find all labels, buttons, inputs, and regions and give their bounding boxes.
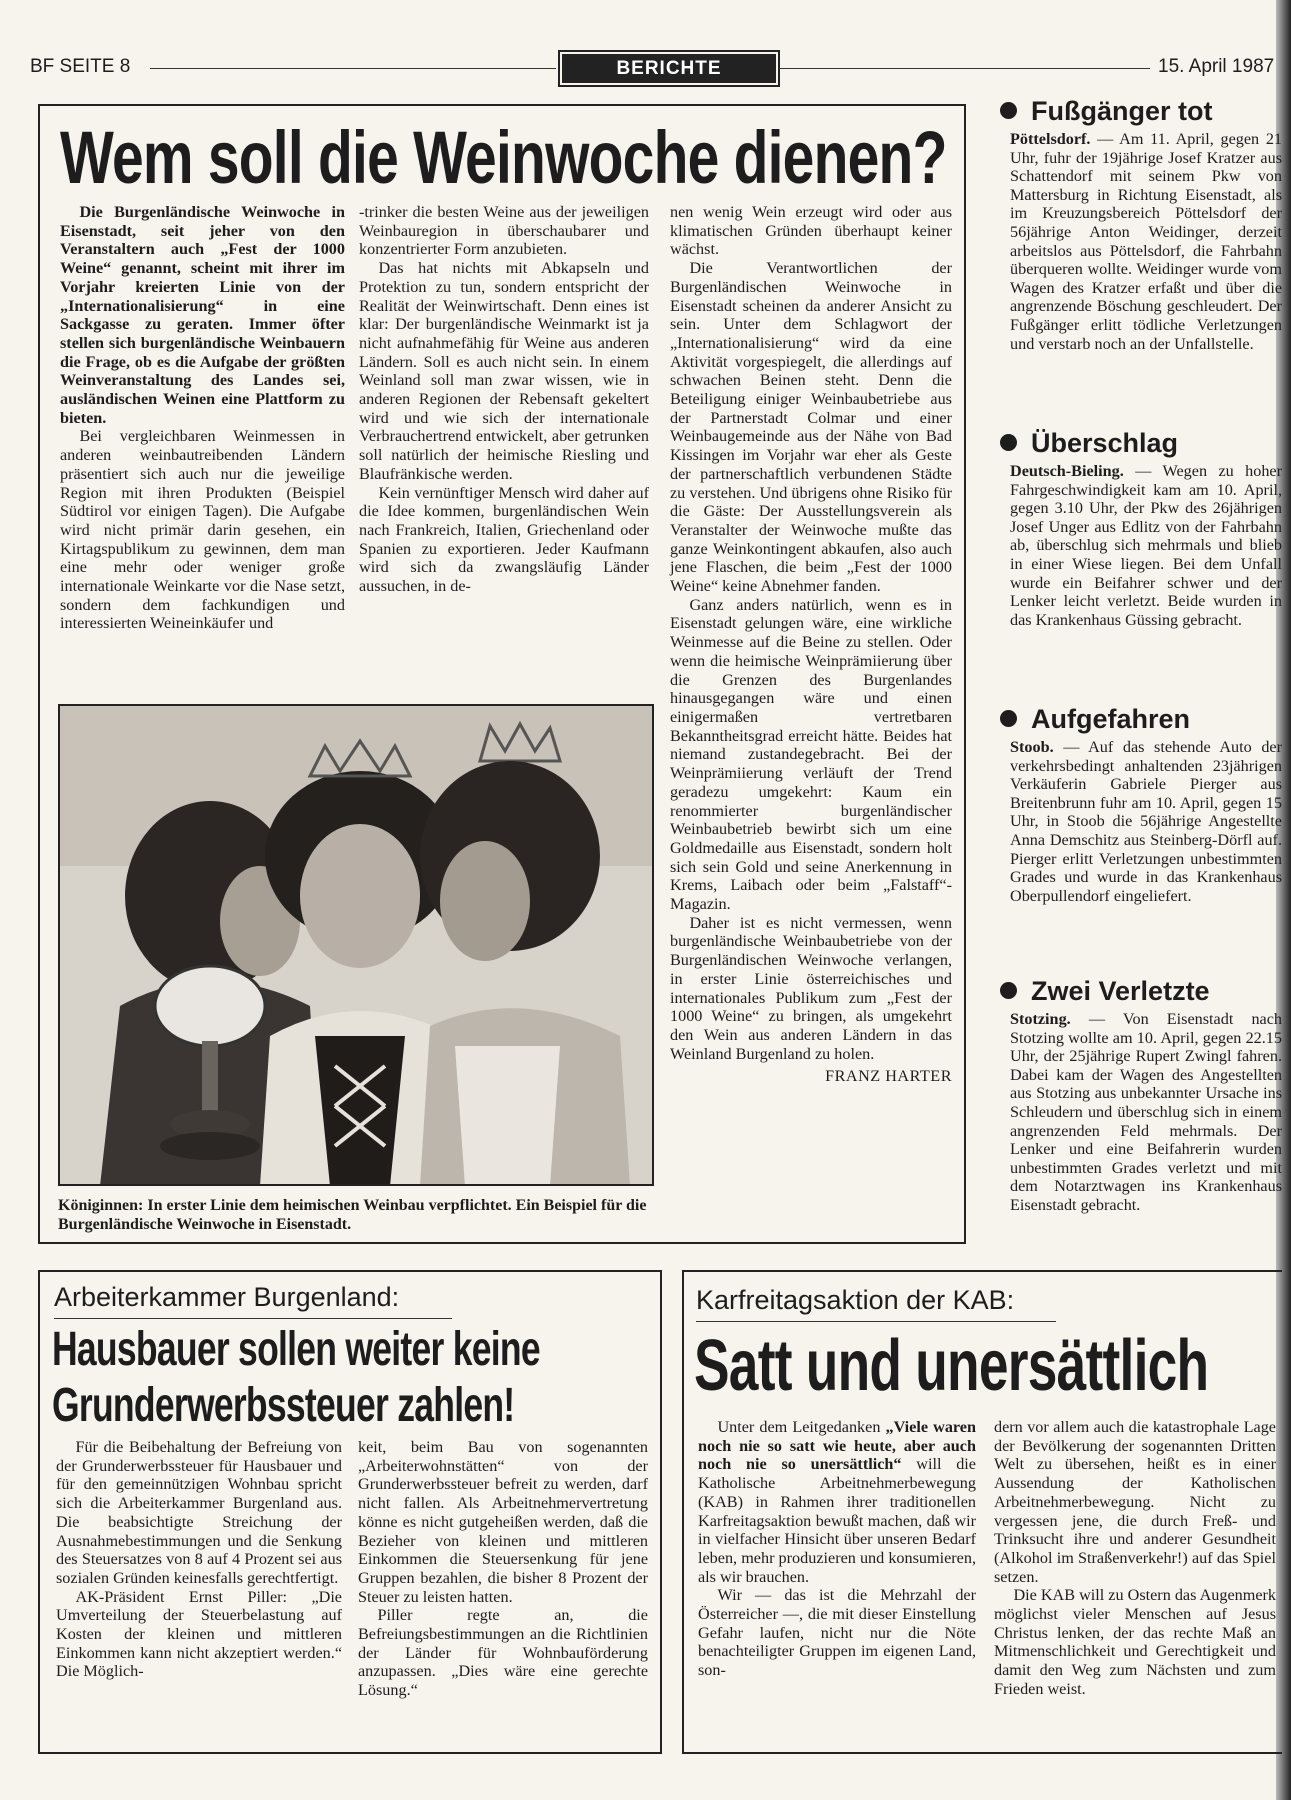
article3-paragraph: dern vor allem auch die katastrophale Lage der Bevölkerung der sogenannten Dritten Welt zu übersehen, heißt es in einer Aussendung der Katholischen Arbeitnehmerbewegung. Nicht zu vergessen jene, die durch Freß- und Trinksucht ihre und anderer Gesundheit (Alkohol im Straßenverkehr!) auf das Spiel setzen. (994, 1418, 1276, 1586)
author-byline: FRANZ HARTER (825, 1067, 952, 1086)
article2-paragraph: keit, beim Bau von sogenannten „Arbeiterwohnstätten“ von der Grunderwerbssteuer befreit zu werden, darf nicht fallen. Als Arbeitnehmervertretung könne es nicht gutgeheißen werden, daß die Bezieher von kleinen und mittleren Einkommen die Steuersenkung für jene Gruppen bezahlen, die bisher 8 Prozent der Steuer zu leisten hatten. (358, 1438, 648, 1606)
sidebar-title-2: Überschlag (1000, 428, 1178, 459)
sidebar-title-3: Aufgefahren (1000, 704, 1190, 735)
article2-paragraph: Piller regte an, die Befreiungsbestimmungen an die Richtlinien der Länder für Wohnbauförderung anzupassen. „Dies wäre eine gerechte Lösung.“ (358, 1606, 648, 1700)
main-lead: Die Burgenländische Weinwoche in Eisenstadt, seit jeher von den Veranstaltern auch „Fest der 1000 Weine“ genannt, scheint mit ihrer im Vorjahr kreierten Linie von der „Internationalisierung“ in eine Sackgasse zu geraten. Immer öfter stellen sich burgenländische Weinbauern die Frage, ob es die Aufgabe der größten Weinveranstaltung des Landes sei, ausländischen Weinen eine Plattform zu bieten. (60, 203, 345, 427)
article2-headline-1: Hausbauer sollen weiter keine (52, 1323, 540, 1376)
photo-illustration (60, 706, 654, 1186)
page-label: BF SEITE 8 (30, 56, 131, 77)
bullet-icon (1000, 102, 1017, 119)
article3-col-2 (994, 1418, 1276, 1699)
article3-kicker-rule (696, 1321, 1056, 1322)
article2-col-2 (358, 1438, 648, 1700)
sidebar-text-4: Stotzing. — Von Eisenstadt nach Stotzing wollte am 10. April, gegen 22.15 Uhr, der 25jährige Rupert Zwingl fahren. Dabei kam der Wagen des Angestellten aus Stotzing aus unbekannter Ursache ins Schleudern und überschlug sich in einem angrenzenden Feld mehrmals. Der Lenker und eine Beifahrerin wurden unbestimmten Grades verletzt und mit dem Notarztwagen ins Krankenhaus Eisenstadt gebracht. (1010, 1010, 1283, 1214)
section-badge (558, 50, 780, 87)
sidebar-text-3: Stoob. — Auf das stehende Auto der verkehrsbedingt anhaltenden 23jährigen Verkäuferin Gabriele Pierger aus Breitenbrunn fuhr am 10. April, gegen 15 Uhr, in Stoob die 56jährige Angestellte Anna Demschitz aus Steinberg-Dörfl auf. Pierger erlitt Verletzungen unbestimmten Grades und wurde in das Krankenhaus Oberpullendorf eingeliefert. (1010, 738, 1282, 905)
main-paragraph: Kein vernünftiger Mensch wird daher auf die Idee kommen, burgenländischen Wein nach Frankreich, Italien, Griechenland oder Spanien zu exportieren. Jeder Kaufmann wird sich da zwangsläufig Länder aussuchen, in de- (359, 483, 649, 596)
header-rule-left (150, 68, 556, 69)
article3-headline: Satt und unersättlich (694, 1326, 1209, 1406)
main-paragraph: Die Verantwortlichen der Burgenländischen Weinwoche in Eisenstadt scheinen da anderer Ansicht zu sein. Unter dem Schlagwort der „Internationalisierung“ wird da eine Aktivität vorgespiegelt, die allerdings auf schwachen Beinen steht. Denn die Beteiligung einiger Weinbaubetriebe aus der Partnerstadt Colmar und einer Weinbaugemeinde aus der Nähe von Bad Kissingen im Vorjahr war eher als Geste der partnerschaftlich verbundenen Städte zu verstehen. Und übrigens ohne Risiko für die Gäste: Der Ausstellungsverein als Veranstalter der Weinwoche mußte das ganze Weinkontingent abkaufen, also auch jene Flaschen, die beim „Fest der 1000 Weine“ keine Abnehmer fanden. (670, 259, 952, 596)
sidebar-text-2: Deutsch-Bieling. — Wegen zu hoher Fahrgeschwindigkeit kam am 10. April, gegen 3.10 Uhr, der Pkw des 26jährigen Josef Unger aus Edlitz von der Fahrbahn ab, überschlug sich mehrmals und blieb in einer Wiese liegen. Bei dem Unfall wurde ein Beifahrer schwer und der Lenker leicht verletzt. Beide wurden in das Krankenhaus Güssing gebracht. (1010, 462, 1282, 629)
article2-headline-2: Grunderwerbssteuer zahlen! (52, 1379, 515, 1432)
article3-paragraph: Die KAB will zu Ostern das Augenmerk möglichst vieler Menschen auf Jesus Christus lenken, der das rechte Maß an Mitmenschlichkeit und Gerechtigkeit und damit den Weg zum Nächsten und zum Frieden weist. (994, 1586, 1276, 1698)
bullet-icon (1000, 434, 1017, 451)
header-rule-right (778, 68, 1150, 69)
article2-kicker-rule (54, 1318, 452, 1319)
bullet-icon (1000, 982, 1017, 999)
sidebar-text-1: Pöttelsdorf. — Am 11. April, gegen 21 Uhr, fuhr der 19jährige Josef Kratzer aus Schattendorf mit seinem Pkw von Mattersburg in Richtung Eisenstadt, als im Kreuzungsbereich Pöttelsdorf der 56jährige Anton Weidinger, derzeit arbeitslos aus Pöttelsdorf, die Fahrbahn überqueren wollte. Weidinger wurde vom Wagen des Kratzer erfaßt und über die angrenzende Böschung geschleudert. Der Fußgänger erlitt tödliche Verletzungen und verstarb noch an der Unfallstelle. (1010, 130, 1283, 353)
main-paragraph: Daher ist es nicht vermessen, wenn burgenländische Weinbaubetriebe von der Burgenländischen Weinwoche verlangen, in erster Linie österreichisches und internationales Publikum zum „Fest der 1000 Weine“ zu bringen, als umgekehrt den Wein aus anderen Ländern in das Weinland Burgenland zu holen. (670, 913, 952, 1063)
bullet-icon (1000, 710, 1017, 727)
article3-kicker: Karfreitagsaktion der KAB: (696, 1285, 1015, 1315)
article3-col-1 (698, 1418, 976, 1680)
article2-kicker: Arbeiterkammer Burgenland: (54, 1282, 400, 1312)
section-label: BERICHTE (616, 57, 722, 79)
article3-paragraph: Unter dem Leitgedanken „Viele waren noch nie so satt wie heute, aber auch noch nie so unersättlich“ will die Katholische Arbeitnehmerbewegung (KAB) in Rahmen ihrer traditionellen Karfreitagsaktion bewußt machen, daß wir in vielfacher Hinsicht über unseren Bedarf leben, mehr produzieren und konsumieren, als wir brauchen. (698, 1418, 976, 1586)
main-col-3 (670, 203, 952, 1086)
sidebar-title-1: Fußgänger tot (1000, 96, 1212, 127)
article2-paragraph: AK-Präsident Ernst Piller: „Die Umverteilung der Steuerbelastung auf Kosten der kleinen und mittleren Einkommen kann nicht akzeptiert werden.“ Die Möglich- (56, 1587, 342, 1681)
article2-paragraph: Für die Beibehaltung der Befreiung von der Grunderwerbssteuer für Hausbauer und für den gemeinnützigen Wohnbau spricht sich die Arbeiterkammer Burgenland aus. Die beabsichtigte Streichung der Ausnahmebestimmungen und die Senkung des Steuersatzes von 8 auf 4 Prozent sei aus sozialen Gründen keinesfalls gerechtfertigt. (56, 1438, 342, 1587)
main-paragraph: -trinker die besten Weine aus der jeweiligen Weinbauregion in überschaubarer und konzentrierter Form anzubieten. (359, 203, 649, 259)
main-paragraph: Bei vergleichbaren Weinmessen in anderen weinbautreibenden Ländern präsentiert sich auch nur die jeweilige Region mit ihren Produkten (Beispiel Südtirol vor einigen Tagen). Die Aufgabe wird nicht primär darin gesehen, ein Kirtagspublikum zu gewinnen, dem man eine mehr oder weniger große internationale Weinkarte vor die Nase setzt, sondern dem fachkundigen und interessierten Weineinkäufer und (60, 427, 345, 633)
article2-col-1 (56, 1438, 342, 1681)
photo-caption: Königinnen: In erster Linie dem heimischen Weinbau verpflichtet. Ein Beispiel für die Burgenländische Weinwoche in Eisenstadt. (58, 1197, 647, 1233)
main-paragraph: nen wenig Wein erzeugt wird oder aus klimatischen Gründen überhaupt keiner wächst. (670, 203, 952, 259)
sidebar-title-4: Zwei Verletzte (1000, 976, 1210, 1007)
main-paragraph: Ganz anders natürlich, wenn es in Eisenstadt gelungen wäre, eine wirkliche Weinmesse auf die Beine zu stellen. Oder wenn die heimische Weinprämiierung über die Grenzen des Burgenlandes hinausgegangen wäre und einen einigermaßen vertretbaren Bekanntheitsgrad erreicht hätte. Beides hat niemand zustandegebracht. Bei der Weinprämiierung verläuft der Trend geradezu umgekehrt: Kaum ein renommierter burgenländischer Weinbaubetrieb bewirbt sich um eine Goldmedaille aus Eisenstadt, sondern holt sich sein Gold und seine Anerkennung in Krems, Laibach oder beim „Falstaff“-Magazin. (670, 595, 952, 914)
main-paragraph: Das hat nichts mit Abkapseln und Protektion zu tun, sondern entspricht der Realität der Weinwirtschaft. Denn eines ist klar: Der burgenländische Weinmarkt ist ja nicht aufnahmefähig für Weine aus anderen Ländern. Soll es auch nicht sein. In einem Weinland soll man zwar wissen, wie in anderen Regionen der Rebensaft gekeltert wird und wie sich der internationale Verbrauchertrend entwickelt, aber getrunken soll natürlich der heimische Riesling und Blaufränkische werden. (359, 259, 649, 483)
main-col-2 (359, 203, 649, 596)
main-col-1 (60, 203, 345, 633)
issue-date: 15. April 1987 (1158, 56, 1275, 77)
main-headline: Wem soll die Weinwoche dienen? (60, 116, 947, 199)
wine-queens-photo (58, 704, 654, 1186)
article3-paragraph: Wir — das ist die Mehrzahl der Österreicher —, die mit dieser Einstellung Gefahr laufen, nicht nur die Nöte benachteiligter Gruppen im eigenen Land, son- (698, 1586, 976, 1680)
